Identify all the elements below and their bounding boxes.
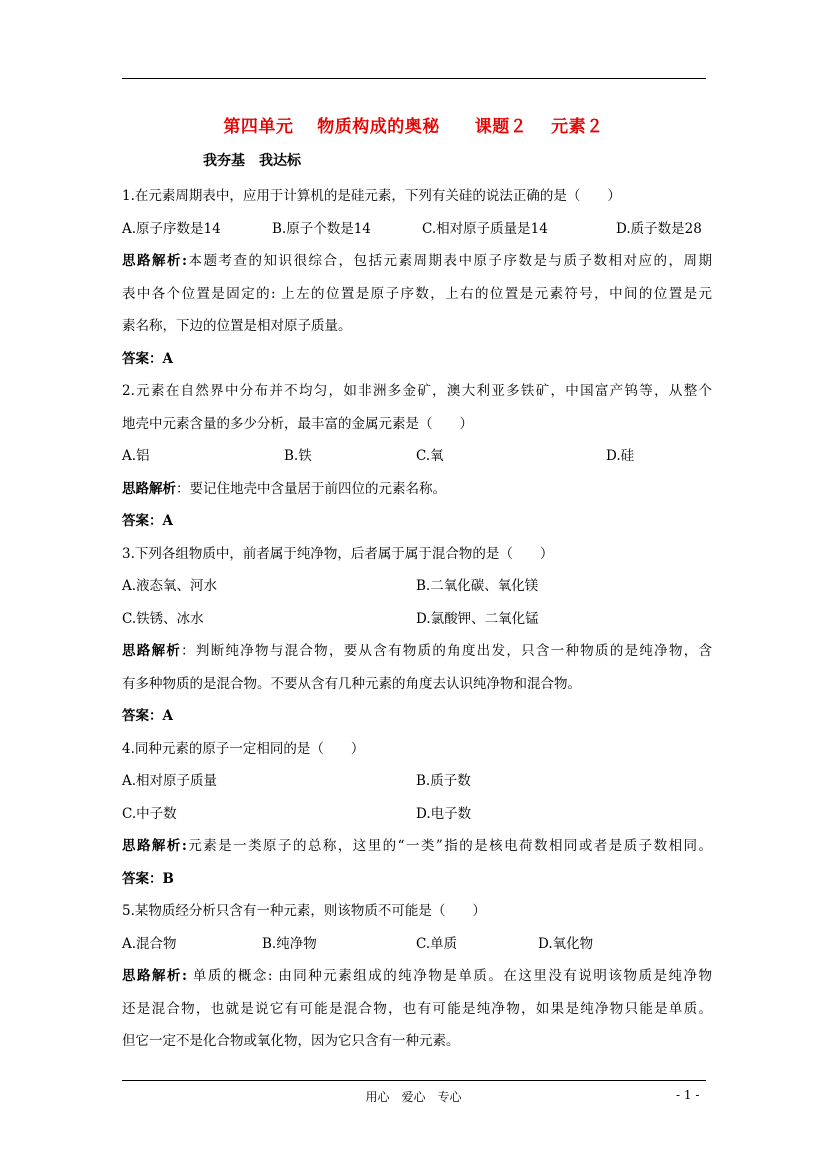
- question-5-options: [122, 928, 712, 961]
- question-5-analysis-line-3: 但它一定不是化合物或氧化物，因为它只含有一种元素。: [122, 1033, 460, 1049]
- option-b: B.铁: [284, 448, 312, 464]
- question-2-analysis: 思路解析：要记住地壳中含量居于前四位的元素名称。: [122, 480, 446, 497]
- option-b: B.纯净物: [262, 935, 317, 952]
- option-a: A.铝: [122, 448, 150, 464]
- option-a: A.原子序数是14: [122, 220, 221, 237]
- footer-motto: 用心 爱心 专心: [365, 1090, 462, 1104]
- question-3-options-row-1: [122, 570, 712, 603]
- question-1-options: [122, 213, 712, 246]
- page-number: - 1 -: [676, 1088, 700, 1102]
- option-b: B.原子个数是14: [272, 220, 371, 237]
- option-d: D.氧化物: [538, 935, 594, 952]
- analysis-label: 思路解析:: [122, 838, 187, 854]
- option-c: C.氧: [416, 448, 444, 464]
- option-a: A.液态氧、河水: [122, 578, 218, 594]
- analysis-label: 思路解析:: [122, 253, 187, 269]
- question-2-stem-line-2: 地壳中元素含量的多少分析，最丰富的金属元素是（ ）: [122, 415, 473, 432]
- analysis-label: 思路解析:: [122, 968, 188, 984]
- option-b: B.质子数: [416, 773, 471, 789]
- question-1-analysis-line-2: 表中各个位置是固定的: 上左的位置是原子序数，上右的位置是元素符号，中间的位置是元: [122, 285, 712, 302]
- option-d: D.电子数: [416, 805, 472, 822]
- option-c: C.单质: [416, 935, 458, 952]
- question-2-options: [122, 440, 712, 473]
- section-subtitle: 我夯基 我达标: [203, 153, 301, 169]
- question-list: [122, 180, 712, 1058]
- question-3-stem: 3.下列各组物质中，前者属于纯净物，后者属于属于混合物的是（ ）: [122, 545, 554, 562]
- question-5-stem: 5.某物质经分析只含有一种元素，则该物质不可能是（ ）: [122, 903, 486, 919]
- question-3-answer: 答案：A: [122, 708, 173, 724]
- question-1-answer: 答案：A: [122, 350, 173, 367]
- option-a: A.相对原子质量: [122, 773, 218, 789]
- option-c: C.中子数: [122, 805, 177, 822]
- page-title: 第四单元 物质构成的奥秘 课题２ 元素２: [223, 117, 604, 137]
- footer-rule: [122, 1080, 706, 1081]
- option-d: D.质子数是28: [616, 220, 702, 237]
- header-rule: [122, 78, 706, 79]
- question-1-analysis-line-1: 思路解析:本题考查的知识很综合，包括元素周期表中原子序数是与质子数相对应的，周期: [122, 253, 713, 269]
- question-4-stem: 4.同种元素的原子一定相同的是（ ）: [122, 740, 365, 757]
- analysis-label: 思路解析: [122, 480, 176, 497]
- question-5-analysis-line-2: 还是混合物，也就是说它有可能是混合物，也有可能是纯净物，如果是纯净物只能是单质。: [122, 1000, 712, 1017]
- question-2-answer: 答案：A: [122, 513, 173, 529]
- question-4-options-row-1: [122, 765, 712, 798]
- question-2-stem-line-1: 2.元素在自然界中分布并不均匀，如非洲多金矿，澳大利亚多铁矿，中国富产钨等，从整个: [122, 383, 712, 399]
- question-3-options-row-2: [122, 603, 712, 636]
- question-5-analysis-line-1: 思路解析: 单质的概念: 由同种元素组成的纯净物是单质。在这里没有说明该物质是纯净物: [122, 968, 712, 984]
- question-3-analysis-line-2: 有多种物质的是混合物。不要从含有几种元素的角度去认识纯净物和混合物。: [122, 675, 581, 692]
- option-d: D.硅: [606, 448, 635, 464]
- question-4-analysis: 思路解析:元素是一类原子的总称，这里的“一类”指的是核电荷数相同或者是质子数相同。: [122, 838, 712, 854]
- option-c: C.相对原子质量是14: [422, 220, 548, 237]
- option-a: A.混合物: [122, 935, 177, 952]
- question-4-answer: 答案：B: [122, 870, 174, 887]
- question-4-options-row-2: [122, 798, 712, 831]
- option-d: D.氯酸钾、二氧化锰: [416, 610, 539, 627]
- option-c: C.铁锈、冰水: [122, 610, 204, 627]
- analysis-label: 思路解析: [122, 643, 182, 659]
- question-1-stem: 1.在元素周期表中，应用于计算机的是硅元素，下列有关硅的说法正确的是（ ）: [122, 188, 621, 204]
- question-1-analysis-line-3: 素名称，下边的位置是相对原子质量。: [122, 318, 352, 334]
- question-3-analysis-line-1: 思路解析：判断纯净物与混合物，要从含有物质的角度出发，只含一种物质的是纯净物，含: [122, 643, 713, 659]
- option-b: B.二氧化碳、氧化镁: [416, 578, 539, 594]
